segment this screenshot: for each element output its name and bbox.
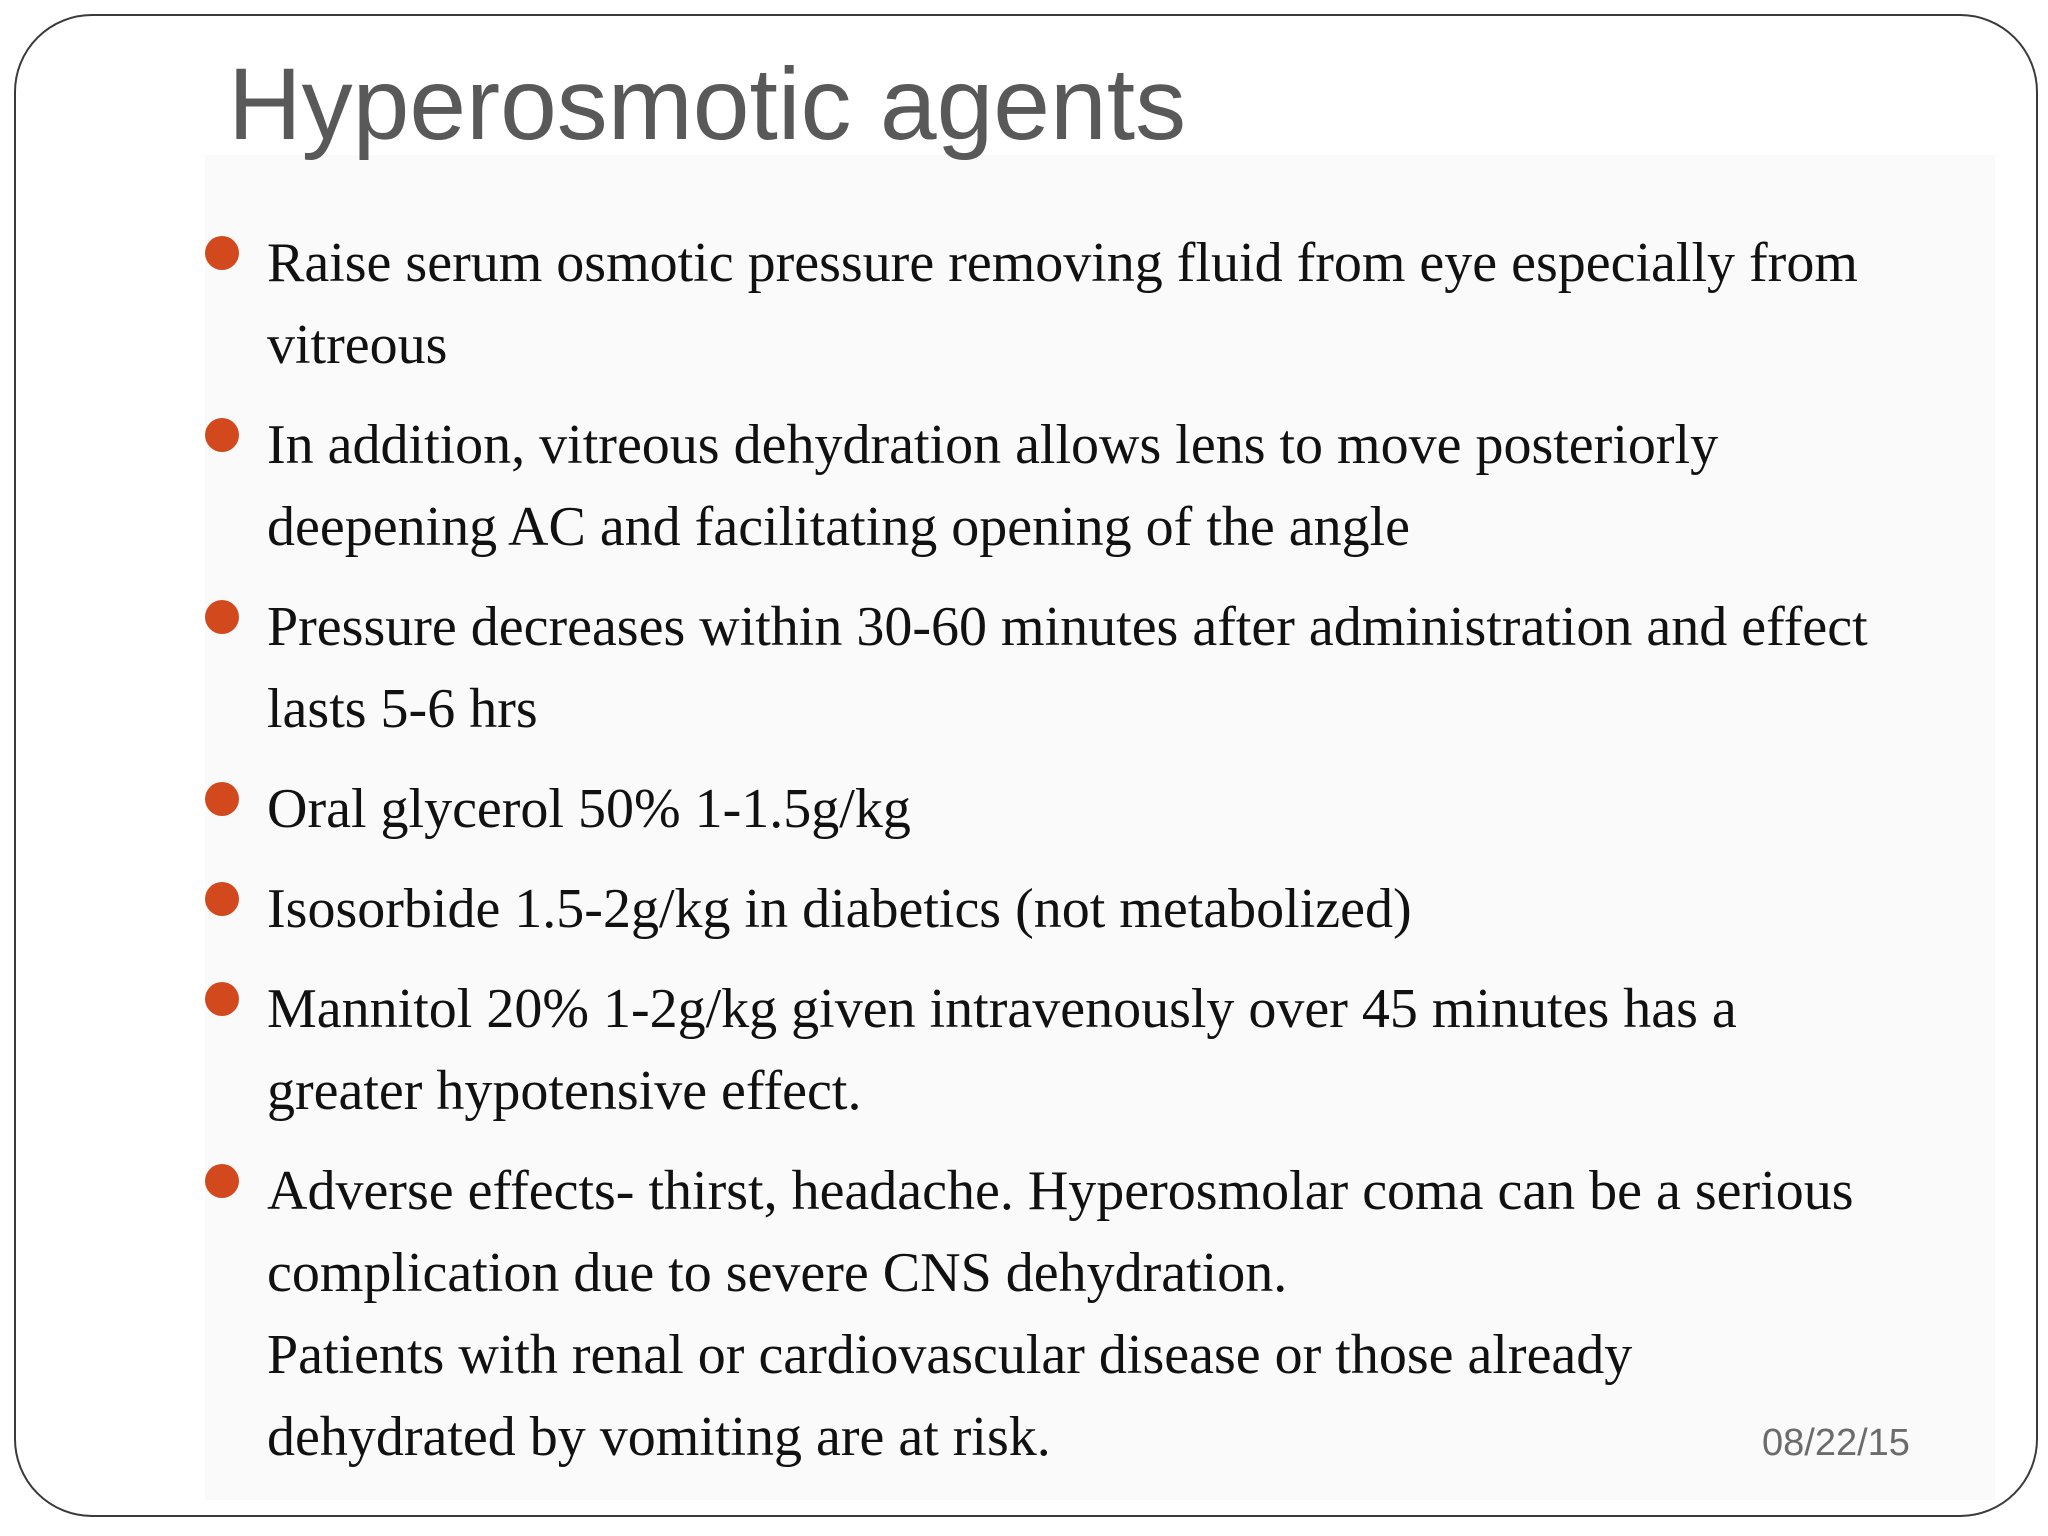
- bullet-text: Raise serum osmotic pressure removing fluid from eye especially from vitreous: [267, 232, 1858, 376]
- bullet-item: [205, 868, 1885, 950]
- bullet-item: [205, 768, 1885, 850]
- bullet-item: [205, 586, 1885, 750]
- slide-date: 08/22/15: [1762, 1422, 1910, 1464]
- bullet-dot-icon: [205, 982, 239, 1016]
- bullet-dot-icon: [205, 882, 239, 916]
- bullet-list: [205, 222, 1885, 1496]
- bullet-text: In addition, vitreous dehydration allows lens to move posteriorly deepening AC and facilitating opening of the angle: [267, 414, 1719, 558]
- bullet-text: Pressure decreases within 30-60 minutes after administration and effect lasts 5-6 hrs: [267, 596, 1868, 740]
- bullet-item: [205, 222, 1885, 386]
- bullet-dot-icon: [205, 600, 239, 634]
- bullet-continuation-text: Patients with renal or cardiovascular disease or those already dehydrated by vomiting are at risk.: [267, 1324, 1633, 1468]
- bullet-item: [205, 968, 1885, 1132]
- slide-title: Hyperosmotic agents: [228, 47, 1187, 161]
- bullet-text: Mannitol 20% 1-2g/kg given intravenously over 45 minutes has a greater hypotensive effect.: [267, 978, 1737, 1122]
- bullet-text: Oral glycerol 50% 1-1.5g/kg: [267, 778, 911, 840]
- bullet-item: [205, 1150, 1885, 1478]
- bullet-dot-icon: [205, 782, 239, 816]
- bullet-dot-icon: [205, 418, 239, 452]
- bullet-item: [205, 404, 1885, 568]
- bullet-text: Adverse effects- thirst, headache. Hyperosmolar coma can be a serious complication due to severe CNS dehydration.: [267, 1160, 1854, 1304]
- bullet-text: Isosorbide 1.5-2g/kg in diabetics (not metabolized): [267, 878, 1412, 940]
- bullet-dot-icon: [205, 1164, 239, 1198]
- bullet-dot-icon: [205, 236, 239, 270]
